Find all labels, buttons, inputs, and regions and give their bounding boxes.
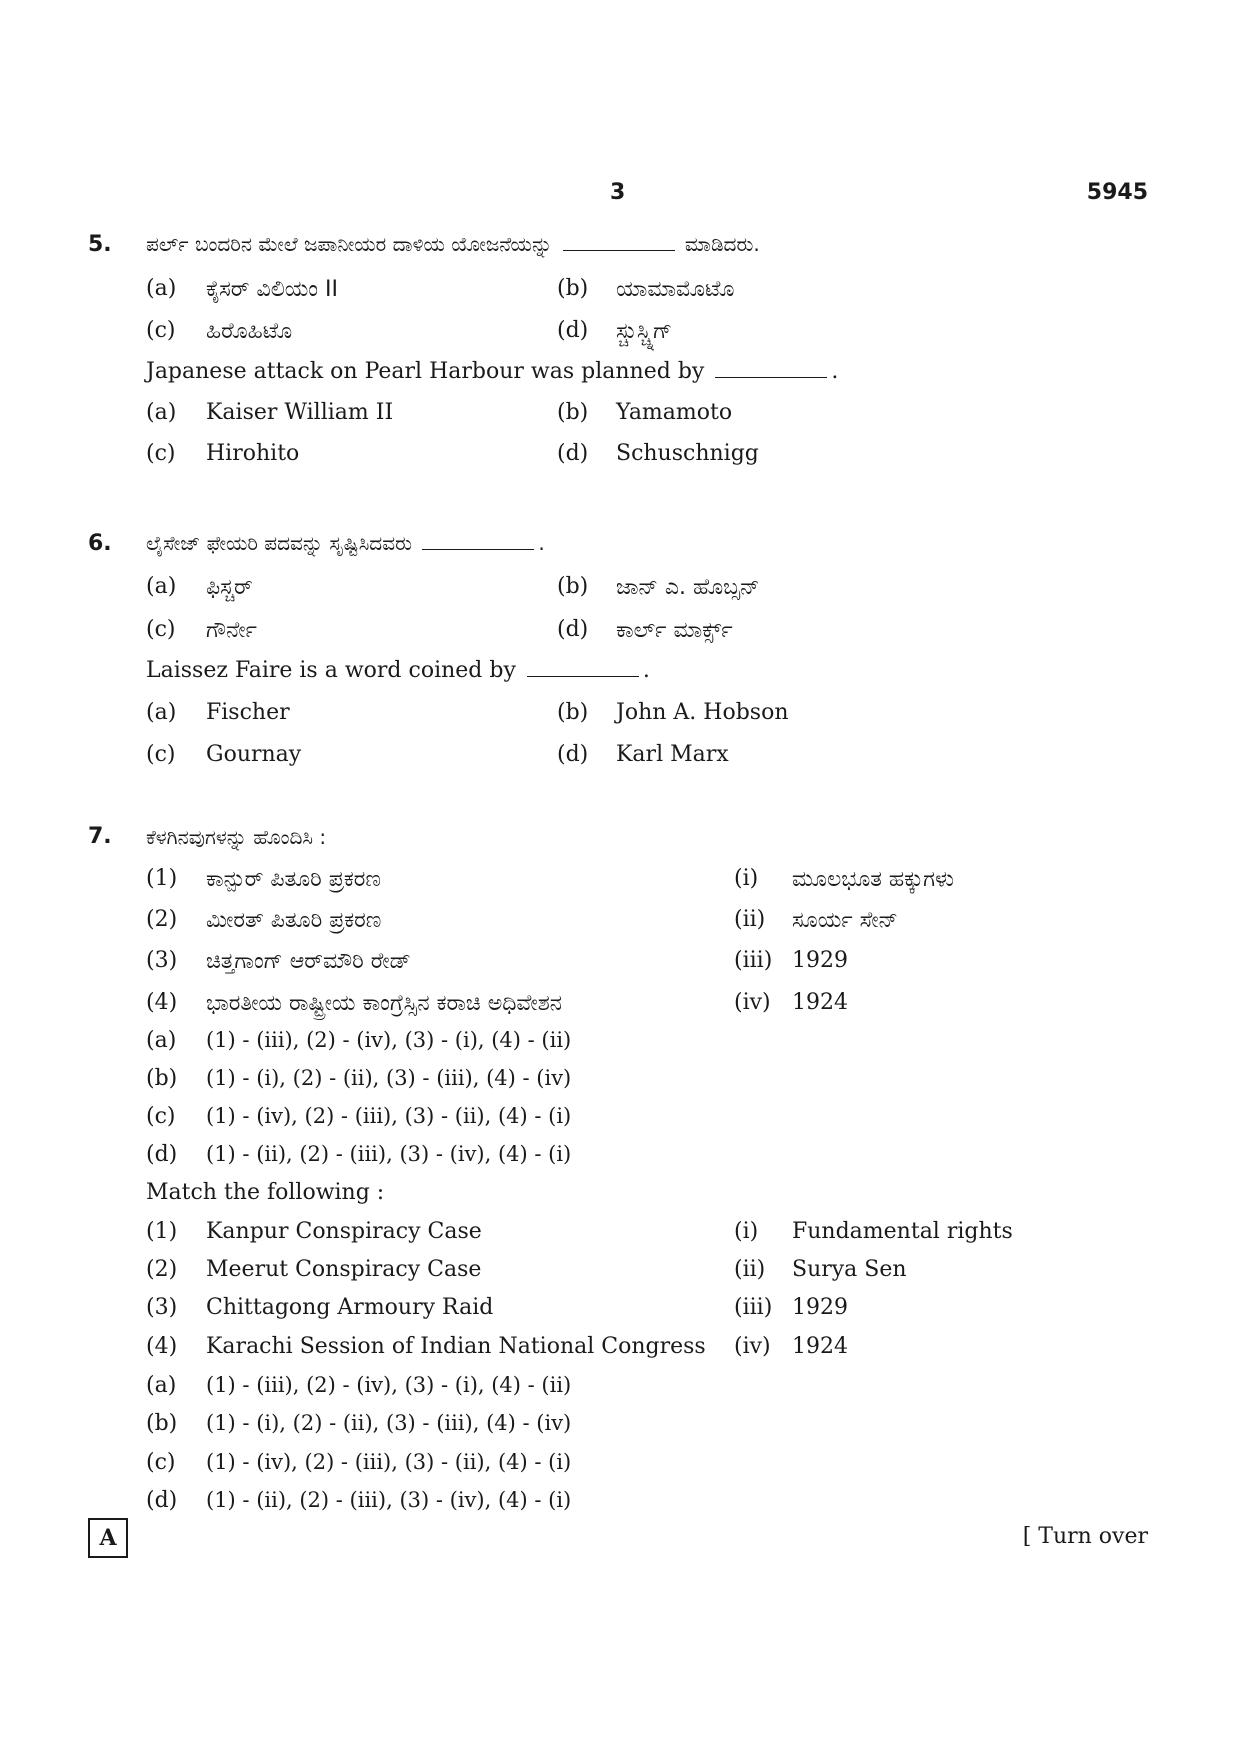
option-text: ಸ್ಚುಸ್ಚ್ನಿಗ್	[616, 319, 673, 344]
answer-tag: (a)	[146, 1373, 177, 1398]
option-tag: (a)	[146, 574, 177, 599]
option-tag: (a)	[146, 400, 177, 425]
stem-text: .	[642, 658, 650, 683]
match-left-tag: (4)	[146, 1334, 178, 1359]
option-tag: (b)	[557, 400, 589, 425]
match-right-tag: (i)	[734, 1219, 759, 1244]
option-tag: (d)	[557, 318, 589, 343]
question-stem-kannada	[146, 531, 545, 555]
match-left-tag: (3)	[146, 948, 178, 973]
question-stem-english	[146, 658, 650, 683]
match-left-tag: (4)	[146, 990, 178, 1015]
match-left-text: Chittagong Armoury Raid	[206, 1295, 494, 1320]
option-tag: (d)	[557, 742, 589, 767]
option-tag: (b)	[557, 276, 589, 301]
match-left-text: ಭಾರತೀಯ ರಾಷ್ಟ್ರೀಯ ಕಾಂಗ್ರೆಸ್ಸಿನ ಕರಾಚಿ ಅಧಿವೇಶನ	[206, 991, 563, 1016]
match-left-tag: (2)	[146, 1257, 178, 1282]
option-tag: (a)	[146, 276, 177, 301]
answer-tag: (c)	[146, 1104, 176, 1129]
answer-blank	[563, 232, 675, 251]
answer-text: (1) - (iv), (2) - (iii), (3) - (ii), (4) - (i)	[206, 1450, 572, 1474]
stem-text: .	[538, 531, 545, 555]
question-number: 5.	[88, 232, 112, 257]
question-number: 6.	[88, 531, 112, 556]
answer-text: (1) - (ii), (2) - (iii), (3) - (iv), (4) - (i)	[206, 1488, 572, 1512]
match-right-text: 1929	[792, 1295, 848, 1320]
match-right-text: Surya Sen	[792, 1257, 907, 1282]
option-text: Yamamoto	[616, 400, 733, 425]
option-tag: (b)	[557, 700, 589, 725]
option-tag: (c)	[146, 441, 176, 466]
question-number: 7.	[88, 824, 112, 849]
option-text: Schuschnigg	[616, 441, 759, 466]
option-tag: (c)	[146, 617, 176, 642]
answer-text: (1) - (i), (2) - (ii), (3) - (iii), (4) - (iv)	[206, 1066, 572, 1090]
option-text: ಫಿಸ್ಚರ್	[206, 575, 253, 600]
option-text: ಯಾಮಾಮೊಟೊ	[616, 277, 735, 302]
option-text: Karl Marx	[616, 742, 729, 767]
option-text: ಗೌರ್ನೇ	[206, 618, 257, 643]
match-right-text: ಸೂರ್ಯ ಸೇನ್	[792, 908, 898, 933]
match-right-text: 1929	[792, 948, 848, 973]
match-left-tag: (1)	[146, 866, 178, 891]
version-letter-box: A	[88, 1518, 128, 1558]
match-left-text: ಕಾನ್ಪುರ್ ಪಿತೂರಿ ಪ್ರಕರಣ	[206, 867, 381, 892]
answer-blank	[527, 658, 639, 677]
answer-text: (1) - (iii), (2) - (iv), (3) - (i), (4) - (ii)	[206, 1028, 572, 1052]
stem-text: ಪರ್ಲ್ ಬಂದರಿನ ಮೇಲೆ ಜಪಾನೀಯರ ದಾಳಿಯ ಯೋಜನೆಯನ್ನು	[146, 232, 553, 256]
option-text: ಹಿರೊಹಿಟೊ	[206, 319, 293, 344]
option-tag: (a)	[146, 700, 177, 725]
paper-code: 5945	[1086, 180, 1148, 205]
stem-text: Laissez Faire is a word coined by	[146, 658, 516, 683]
answer-tag: (b)	[146, 1066, 178, 1091]
page-number: 3	[610, 180, 626, 205]
answer-tag: (d)	[146, 1488, 178, 1513]
option-text: ಕೈಸರ್ ವಿಲಿಯಂ II	[206, 277, 338, 302]
option-tag: (c)	[146, 318, 176, 343]
question-stem-english	[146, 359, 838, 384]
match-right-text: 1924	[792, 1334, 848, 1359]
option-text: ಕಾರ್ಲ್ ಮಾರ್ಕ್ಸ್	[616, 618, 733, 643]
answer-tag: (b)	[146, 1411, 178, 1436]
match-right-tag: (iv)	[734, 990, 771, 1015]
answer-text: (1) - (iii), (2) - (iv), (3) - (i), (4) - (ii)	[206, 1373, 572, 1397]
match-right-tag: (ii)	[734, 1257, 766, 1282]
answer-blank	[422, 531, 534, 550]
question-stem-kannada	[146, 232, 760, 256]
answer-text: (1) - (i), (2) - (ii), (3) - (iii), (4) - (iv)	[206, 1411, 572, 1435]
option-tag: (d)	[557, 617, 589, 642]
answer-tag: (c)	[146, 1450, 176, 1475]
stem-text: .	[831, 359, 839, 384]
option-text: Hirohito	[206, 441, 300, 466]
option-text: Kaiser William II	[206, 400, 394, 425]
match-left-text: Kanpur Conspiracy Case	[206, 1219, 482, 1244]
match-left-tag: (1)	[146, 1219, 178, 1244]
answer-tag: (a)	[146, 1028, 177, 1053]
stem-text: ಮಾಡಿದರು.	[684, 232, 760, 256]
match-left-text: ಮೀರತ್ ಪಿತೂರಿ ಪ್ರಕರಣ	[206, 908, 382, 933]
match-left-text: ಚಿತ್ತಗಾಂಗ್ ಆರ್‌ಮೌರಿ ರೇಡ್	[206, 949, 411, 974]
option-text: ಜಾನ್ ಎ. ಹೊಬ್ಸನ್	[616, 575, 760, 600]
match-right-tag: (ii)	[734, 907, 766, 932]
match-left-tag: (2)	[146, 907, 178, 932]
option-tag: (d)	[557, 441, 589, 466]
match-right-tag: (iii)	[734, 1295, 773, 1320]
match-right-text: Fundamental rights	[792, 1219, 1013, 1244]
answer-tag: (d)	[146, 1142, 178, 1167]
answer-blank	[715, 359, 827, 378]
answer-text: (1) - (iv), (2) - (iii), (3) - (ii), (4) - (i)	[206, 1104, 572, 1128]
match-left-text: Karachi Session of Indian National Congress	[206, 1334, 706, 1359]
answer-text: (1) - (ii), (2) - (iii), (3) - (iv), (4) - (i)	[206, 1142, 572, 1166]
turn-over-note: [ Turn over	[1022, 1524, 1148, 1549]
match-right-tag: (iv)	[734, 1334, 771, 1359]
stem-text: Japanese attack on Pearl Harbour was planned by	[146, 359, 705, 384]
match-left-text: Meerut Conspiracy Case	[206, 1257, 482, 1282]
match-left-tag: (3)	[146, 1295, 178, 1320]
option-text: Fischer	[206, 700, 290, 725]
question-stem-kannada: ಕೆಳಗಿನವುಗಳನ್ನು ಹೊಂದಿಸಿ :	[146, 825, 327, 849]
option-tag: (b)	[557, 574, 589, 599]
question-stem-english: Match the following :	[146, 1180, 385, 1205]
option-text: John A. Hobson	[616, 700, 789, 725]
match-right-tag: (i)	[734, 866, 759, 891]
match-right-tag: (iii)	[734, 948, 773, 973]
match-right-text: ಮೂಲಭೂತ ಹಕ್ಕುಗಳು	[792, 867, 955, 892]
option-tag: (c)	[146, 742, 176, 767]
match-right-text: 1924	[792, 990, 848, 1015]
option-text: Gournay	[206, 742, 302, 767]
stem-text: ಲೈಸೇಜ್ ಫೇಯರಿ ಪದವನ್ನು ಸೃಷ್ಟಿಸಿದವರು	[146, 531, 413, 555]
